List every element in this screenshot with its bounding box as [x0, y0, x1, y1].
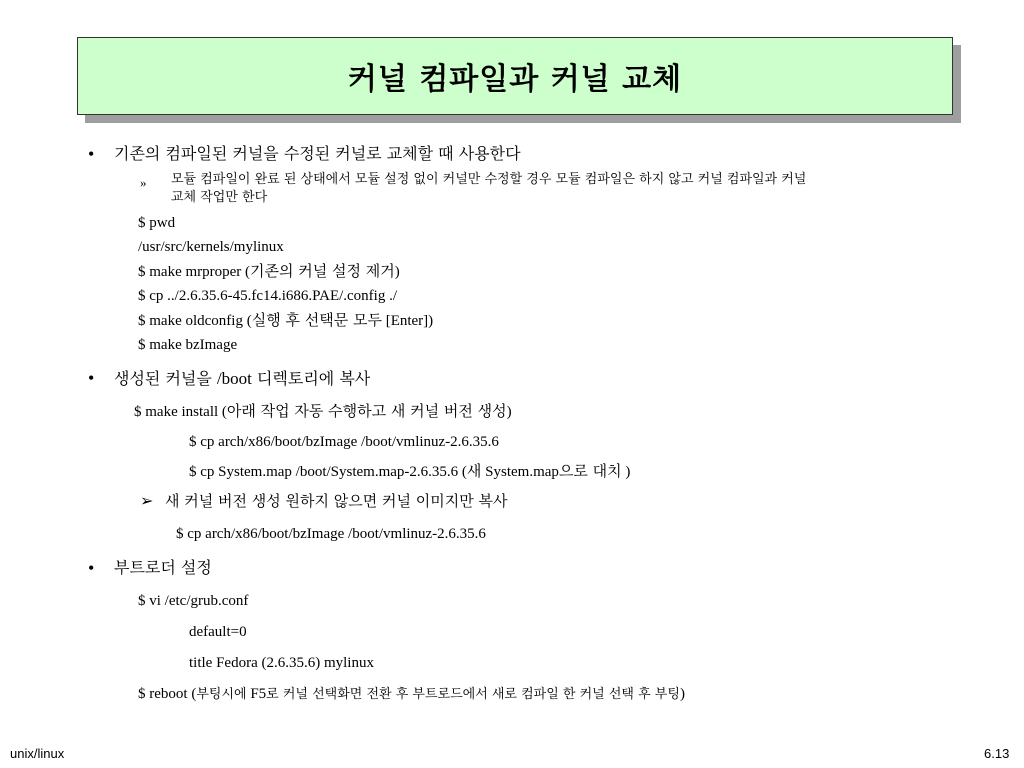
section1-heading: 기존의 컴파일된 커널을 수정된 커널로 교체할 때 사용한다 [114, 144, 521, 163]
cmd-cp-config: $ cp ../2.6.35.6-45.fc14.i686.PAE/.config ./ [138, 288, 398, 304]
cmd-cp-bzimage-only: $ cp arch/x86/boot/bzImage /boot/vmlinuz-2.6.35.6 [176, 526, 486, 542]
cmd-cp-bzimage: $ cp arch/x86/boot/bzImage /boot/vmlinuz-2.6.35.6 [189, 434, 499, 450]
footer-course: unix/linux [10, 746, 65, 761]
cmd-vi-grub: $ vi /etc/grub.conf [138, 593, 249, 609]
title-box [77, 37, 953, 115]
grub-title-line: title Fedora (2.6.35.6) mylinux [189, 655, 374, 671]
slide-title: 커널 컴파일과 커널 교체 [347, 62, 683, 97]
bullet-icon: • [88, 144, 95, 164]
section1-sub-line1: 모듈 컴파일이 완료 된 상태에서 모듈 설정 없이 커널만 수정할 경우 모듈 컴파일은 하지 않고 커널 컴파일과 커널 [171, 172, 807, 187]
bullet-icon: • [88, 368, 95, 388]
cmd-mrproper: $ make mrproper (기존의 커널 설정 제거) [138, 262, 400, 280]
section2-heading: 생성된 커널을 /boot 디렉토리에 복사 [114, 369, 371, 388]
arrow-bullet-icon: ➢ [140, 491, 154, 510]
footer-page-number: 6.13 [984, 746, 1010, 761]
cmd-path: /usr/src/kernels/mylinux [138, 239, 284, 255]
cmd-reboot: $ reboot (부팅시에 F5로 커널 선택화면 전환 후 부트로드에서 새로 컴파일 한 커널 선택 후 부팅) [138, 686, 685, 702]
section3-heading: 부트로더 설정 [114, 558, 212, 577]
grub-default-line: default=0 [189, 624, 247, 640]
cmd-bzimage: $ make bzImage [138, 337, 238, 353]
cmd-make-install: $ make install (아래 작업 자동 수행하고 새 커널 버전 생성) [134, 402, 512, 420]
section1-sub-line2: 교체 작업만 한다 [171, 190, 268, 205]
cmd-oldconfig: $ make oldconfig (실행 후 선택문 모두 [Enter]) [138, 311, 434, 329]
sub-bullet-icon: » [140, 175, 147, 190]
bullet-icon: • [88, 558, 95, 578]
cmd-cp-systemmap: $ cp System.map /boot/System.map-2.6.35.6 (새 System.map으로 대치 ) [189, 462, 631, 480]
section2-arrow-text: 새 커널 버전 생성 원하지 않으면 커널 이미지만 복사 [165, 492, 508, 510]
cmd-pwd: $ pwd [138, 215, 176, 231]
